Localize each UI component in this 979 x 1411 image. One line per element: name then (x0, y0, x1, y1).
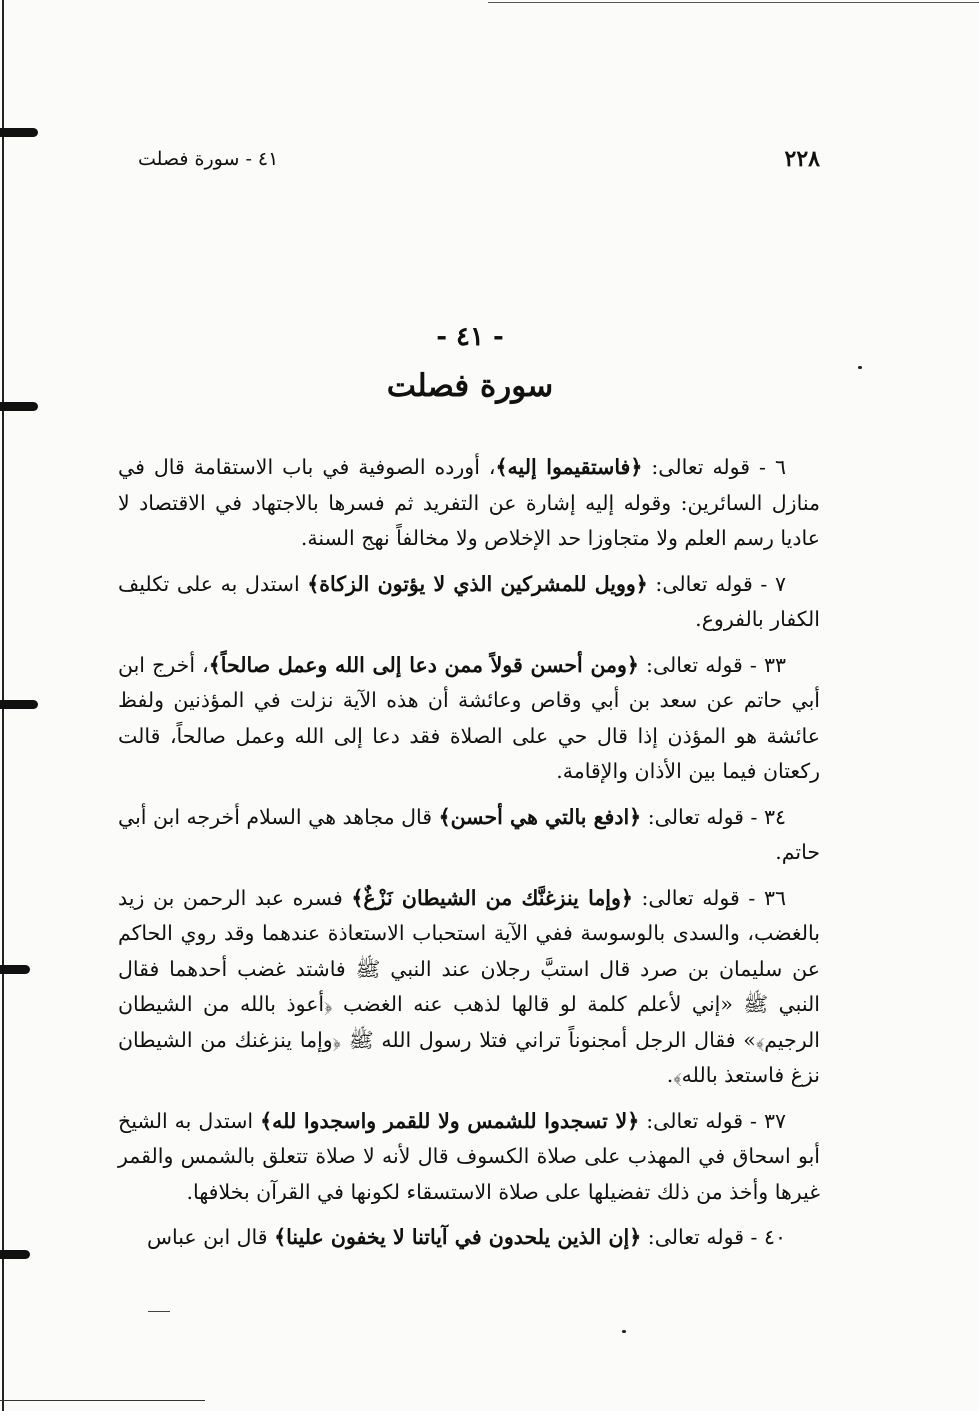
verse-number: ٣٧ - قوله تعالى: (639, 1108, 787, 1133)
verse-number: ٣٤ - قوله تعالى: (641, 804, 786, 829)
commentary-paragraph (118, 1104, 820, 1211)
commentary-paragraph (118, 881, 820, 1094)
commentary-paragraph (118, 567, 820, 638)
verse-number: ٧ - قوله تعالى: (647, 571, 786, 596)
commentary-paragraph (118, 648, 820, 790)
paragraph-text: قال مجاهد هي السلام أخرجه ابن أبي حاتم. (118, 804, 820, 864)
scan-edge-line (488, 2, 979, 3)
chapter-title: سورة فصلت (386, 368, 554, 404)
paragraph-text: قال ابن عباس (146, 1225, 275, 1249)
binding-mark (0, 128, 38, 137)
footnote-dash (148, 1311, 170, 1312)
quran-quote: ﴿ادفع بالتي هي أحسن﴾ (438, 804, 642, 829)
commentary-body (118, 450, 820, 1266)
verse-number: ٣٣ - قوله تعالى: (638, 652, 786, 677)
page-number: ٢٢٨ (784, 146, 820, 172)
paragraph-text: فسره عبد الرحمن بن زيد بالغضب، والسدى بالوسوسة ففي الآية استحباب الاستعاذة عندهما وقد روي الحاكم عن سليمان بن صرد قال استبَّ رجلان عند النبي ﷺ فاشتد غضب أحدهما فقال النبي ﷺ «إني لأعلم كلمة لو قالها لذهب عنه الغضب ﴿أعوذ بالله من الشيطان الرجيم﴾» فقال الرجل أمجنوناً تراني فتلا رسول الله ﷺ ﴿وإما ينزغنك من الشيطان نزغ فاستعذ بالله﴾. (118, 885, 820, 1087)
chapter-number: - ٤١ - (436, 322, 504, 352)
quran-quote: ﴿وويل للمشركين الذي لا يؤتون الزكاة﴾ (307, 571, 648, 596)
quran-quote: ﴿ومن أحسن قولاً ممن دعا إلى الله وعمل صالحاً﴾ (208, 652, 639, 677)
verse-number: ٦ - قوله تعالى: (642, 455, 786, 479)
paragraph-text: ، أخرج ابن أبي حاتم عن سعد بن أبي وقاص وعائشة أن هذه الآية نزلت في المؤذنين ولفظ عائشة هو المؤذن إذا قال حي على الصلاة فقد دعا إلى الله وعمل صالحاً، قالت ركعتان فيما بين الأذان والإقامة. (118, 652, 820, 783)
page-header (130, 146, 820, 178)
binding-mark (0, 1250, 30, 1259)
binding-mark (0, 965, 30, 974)
commentary-paragraph (118, 800, 820, 871)
verse-number: ٤٠ - قوله تعالى: (641, 1225, 786, 1249)
scan-edge-line (0, 1400, 205, 1401)
quran-quote: ﴿وإما ينزغنَّك من الشيطان نَزْغٌ﴾ (351, 885, 633, 910)
commentary-paragraph (118, 1220, 820, 1256)
commentary-paragraph (118, 450, 820, 557)
scan-speck (622, 1330, 626, 1333)
quran-quote: ﴿فاستقيموا إليه﴾ (495, 455, 643, 479)
running-title: ٤١ - سورة فصلت (138, 148, 279, 170)
verse-number: ٣٦ - قوله تعالى: (632, 885, 786, 910)
quran-quote: ﴿إن الذين يلحدون في آياتنا لا يخفون علينا﴾ (274, 1225, 642, 1249)
binding-mark (0, 700, 38, 709)
quran-quote: ﴿لا تسجدوا للشمس ولا للقمر واسجدوا لله﴾ (260, 1108, 640, 1133)
paragraph-text: استدل به على تكليف الكفار بالفروع. (118, 571, 820, 631)
paragraph-text: ، أورده الصوفية في باب الاستقامة قال في منازل السائرين: وقوله إليه إشارة عن التفريد ثم فسرها بالاجتهاد في الاقتصاد لا عاديا رسم العلم ولا متجاوزا حد الإخلاص ولا مخالفاً نهج السنة. (118, 455, 820, 550)
paragraph-text: استدل به الشيخ أبو اسحاق في المهذب على صلاة الكسوف قال لأنه لا صلاة تتعلق بالشمس والقمر غيرها وأخذ من ذلك تفضيلها على صلاة الاستسقاء لكونها في القرآن بخلافها. (118, 1108, 820, 1204)
